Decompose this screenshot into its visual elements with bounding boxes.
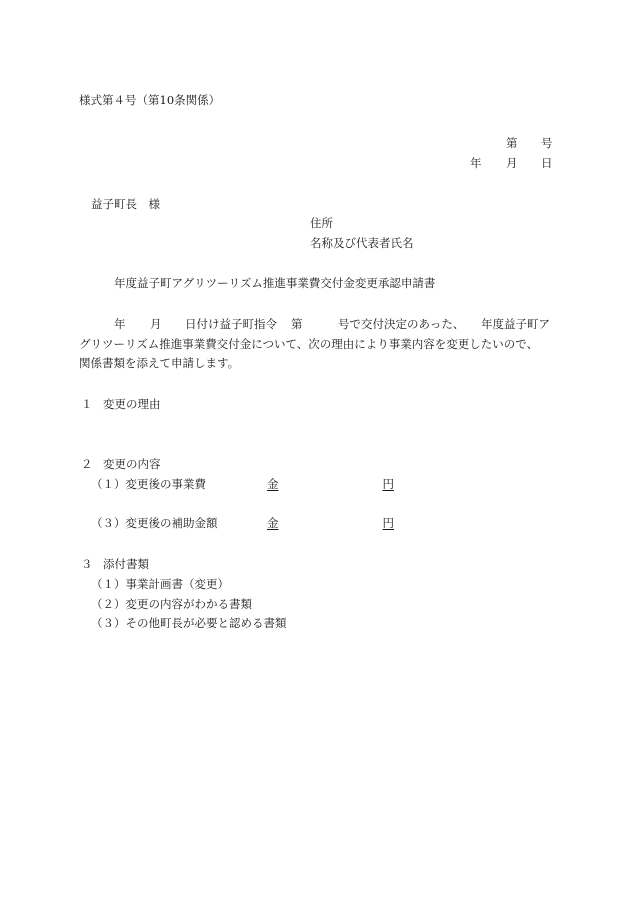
body-date-ref: 日付け益子町指令 [185,317,277,331]
address-label: 住所 [310,216,333,230]
representative-name-label: 名称及び代表者氏名 [310,236,414,250]
document-title: 年度益子町アグリツーリズム推進事業費交付金変更承認申請書 [114,276,436,290]
section-2-number: ２ [81,457,93,471]
attachment-item: （３）その他町長が必要と認める書類 [91,616,287,630]
body-year: 年 [114,317,126,331]
body-dai: 第 [291,317,303,331]
section-1-title: 変更の理由 [103,397,161,411]
body-fy-text: 年度益子町ア [481,317,550,331]
date-year: 年 [470,156,482,170]
section-2-title: 変更の内容 [103,457,161,471]
date-day: 日 [541,156,553,170]
section-1-number: １ [81,397,93,411]
body-go-text: 号で交付決定のあった、 [338,317,465,331]
body-month: 月 [150,317,162,331]
section-3-number: ３ [81,557,93,571]
section-3-title: 添付書類 [103,557,149,571]
addressee: 益子町長 様 [91,197,160,211]
attachment-item: （２）変更の内容がわかる書類 [91,597,252,611]
body-line-3: 関係書類を添えて申請します。 [79,356,240,370]
item-3-amount-line [267,518,394,530]
item-1-yen: 円 [382,477,394,491]
form-number: 様式第４号（第10条関係） [79,93,221,107]
doc-number-dai: 第 [506,136,518,150]
item-3-kin: 金 [267,516,279,530]
item-1-label: （１）変更後の事業費 [91,477,206,491]
item-1-amount-line [267,479,394,491]
attachment-item: （１）事業計画書（変更） [91,577,229,591]
body-line-2: グリツーリズム推進事業費交付金について、次の理由により事業内容を変更したいので、 [79,337,539,351]
doc-number-go: 号 [541,136,553,150]
item-3-label: （３）変更後の補助金額 [91,516,218,530]
item-1-kin: 金 [267,477,279,491]
item-3-yen: 円 [382,516,394,530]
date-month: 月 [506,156,518,170]
